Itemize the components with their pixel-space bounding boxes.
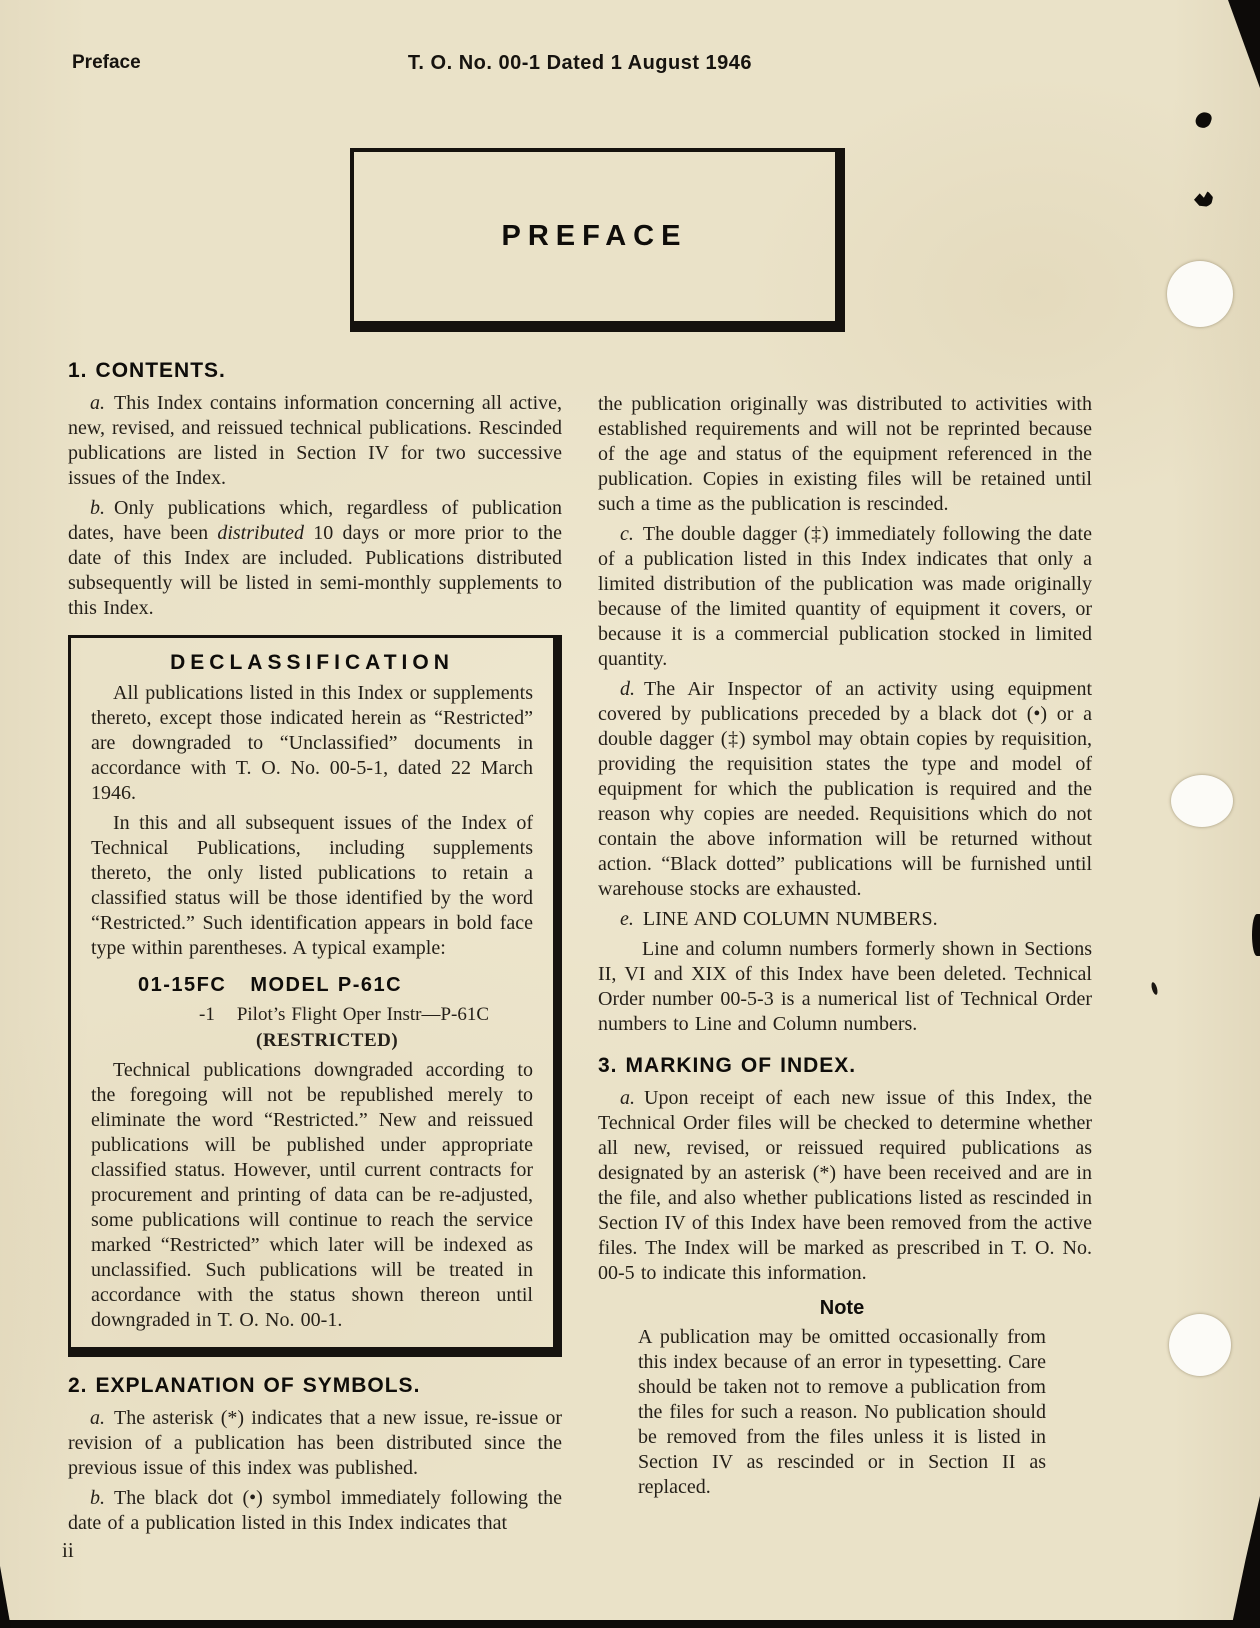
preface-title-box	[350, 148, 845, 332]
paragraph-2e-body: Line and column numbers formerly shown in Sections II, VI and XIX of this Index have been deleted. Technical Order number 00-5-3 is a numerical list of Technical Order numbers to Line and Column numbers.	[598, 938, 1092, 1035]
example-block	[91, 973, 533, 1053]
example-item-number: -1	[199, 1004, 215, 1025]
paragraph-1b-text-pre: Only publications which, regardless of publication dates, have been	[68, 497, 562, 544]
paragraph-2a	[68, 1406, 562, 1481]
declassification-paragraph-3: Technical publications downgraded according to the foregoing will not be republished merely to eliminate the word “Restricted.” New and reissued publications will be published under appropriate classified status. However, until current contracts for procurement and printing of data can be re-adjusted, some publications will continue to reach the service marked “Restricted” which later will be indexed as unclassified. Such publications will be treated in accordance with the status shown thereon until downgraded in T. O. No. 00-1.	[91, 1059, 533, 1331]
paragraph-1a-lead: a.	[90, 392, 105, 414]
declassification-paragraph-1: All publications listed in this Index or supplements thereto, except those indicated herein as “Restricted” are downgraded to “Unclassified” documents in accordance with T. O. No. 00-5-1, dated 22 March 1946.	[91, 682, 533, 804]
page-number: ii	[62, 1538, 74, 1562]
paragraph-2c	[598, 522, 1092, 672]
paragraph-2b	[68, 1486, 562, 1536]
ink-speck	[1150, 982, 1158, 996]
example-restricted-label: (RESTRICTED)	[256, 1030, 399, 1051]
paragraph-2b-continuation: the publication originally was distributed to activities with established requirements and will not be reprinted because of the age and status of the equipment referenced in the publication. Copies in existing files will be retained until such a time as the publication is rescinded.	[598, 393, 1092, 515]
paragraph-2a-text: The asterisk (*) indicates that a new issue, re-issue or revision of a publication has been distributed since the previous issue of this index was published.	[68, 1407, 562, 1479]
page-header	[68, 52, 1092, 78]
note-heading: Note	[819, 1297, 865, 1319]
example-model: MODEL P-61C	[250, 974, 403, 996]
paragraph-2a-lead: a.	[90, 1407, 105, 1429]
paragraph-2e-text: LINE AND COLUMN NUMBERS.	[642, 908, 938, 930]
note-paragraph: A publication may be omitted occasionally from this index because of an error in typesetting. Care should be taken not to remove a publication from the files for such a reason. No publication should be removed from the files unless it is listed in Section IV as rescinded or in Section II as replaced.	[638, 1326, 1046, 1498]
paragraph-3a-lead: a.	[620, 1087, 635, 1109]
paragraph-2d-lead: d.	[620, 678, 635, 700]
paragraph-1b-italic-word: distributed	[217, 522, 305, 544]
example-to-number: 01-15FC	[138, 974, 227, 996]
example-header-line	[138, 973, 533, 998]
ink-blot-mark-second	[1194, 191, 1213, 207]
section-2-heading: 2. EXPLANATION OF SYMBOLS.	[68, 1374, 421, 1397]
scan-edge-bottom-left	[0, 1566, 11, 1628]
paragraph-1b-lead: b.	[90, 497, 105, 519]
paragraph-3a-text: Upon receipt of each new issue of this Index, the Technical Order files will be checked to determine whether all new, revised, or reissued required publications as designated by an asterisk (*) have been received and are in the file, and also whether publications listed as rescinded in Section IV of this Index have been removed from the active files. The Index will be marked as prescribed in T. O. No. 00-5 to indicate this information.	[598, 1087, 1092, 1284]
declassification-heading: DECLASSIFICATION	[170, 651, 454, 674]
declassification-paragraph-2: In this and all subsequent issues of the Index of Technical Publications, including supplements thereto, the only listed publications to retain a classified status will be those identified by the word “Restricted.” Such identification appears in bold face type within parentheses. A typical example:	[91, 812, 533, 959]
paragraph-2d-text: The Air Inspector of an activity using equipment covered by publications preceded by a black dot (•) or a double dagger (‡) symbol may obtain copies by requisition, providing the requisition states the type and model of equipment for which the publication is required and the reason why copies are needed. Requisitions which do not contain the above information will be returned without action. “Black dotted” publications will be furnished until warehouse stocks are exhausted.	[598, 678, 1092, 900]
page-title: PREFACE	[501, 220, 688, 252]
right-column	[598, 392, 1092, 1500]
scan-edge-bottom	[0, 1620, 1260, 1628]
paragraph-2c-text: The double dagger (‡) immediately following the date of a publication listed in this Index indicates that only a limited distribution of the publication was made originally because of the limited quantity of equipment it covers, or because it is a commercial publication stocked in limited quantity.	[598, 523, 1092, 670]
declassification-box	[68, 635, 562, 1357]
paragraph-1b-text-post: 10 days or more prior to the date of this Index are included. Publications distributed subsequently will be listed in semi-monthly supplements to this Index.	[68, 522, 563, 619]
paragraph-2e-lead: e.	[620, 908, 634, 930]
section-1-heading: 1. CONTENTS.	[68, 359, 226, 382]
header-technical-order-number: T. O. No. 00-1 Dated 1 August 1946	[407, 52, 753, 74]
left-column	[68, 358, 562, 1536]
scan-edge-bottom-right	[1228, 1496, 1260, 1628]
paragraph-2c-lead: c.	[620, 523, 634, 545]
edge-ink-sliver	[1252, 914, 1260, 956]
punch-hole-middle	[1171, 775, 1233, 827]
example-entry-line	[199, 1002, 533, 1027]
paragraph-1a	[68, 391, 562, 491]
paragraph-2d	[598, 677, 1092, 902]
example-publication-title: Pilot’s Flight Oper Instr—P-61C	[236, 1004, 490, 1025]
paragraph-1b	[68, 496, 562, 621]
paragraph-2b-text: The black dot (•) symbol immediately following the date of a publication listed in this Index indicates that	[68, 1487, 562, 1534]
scan-edge-top-right	[1228, 0, 1260, 88]
header-preface-label: Preface	[72, 52, 141, 73]
paragraph-1a-text: This Index contains information concerning all active, new, revised, and reissued technical publications. Rescinded publications are listed in Section IV for two successive issues of the Index.	[68, 392, 562, 489]
punch-hole-top	[1167, 261, 1233, 327]
paragraph-3a	[598, 1086, 1092, 1286]
paragraph-2b-lead: b.	[90, 1487, 105, 1509]
punch-hole-bottom	[1169, 1314, 1231, 1376]
paragraph-2e-heading	[598, 907, 1092, 932]
ink-blot-mark-top	[1194, 110, 1213, 130]
section-3-heading: 3. MARKING OF INDEX.	[598, 1054, 857, 1077]
